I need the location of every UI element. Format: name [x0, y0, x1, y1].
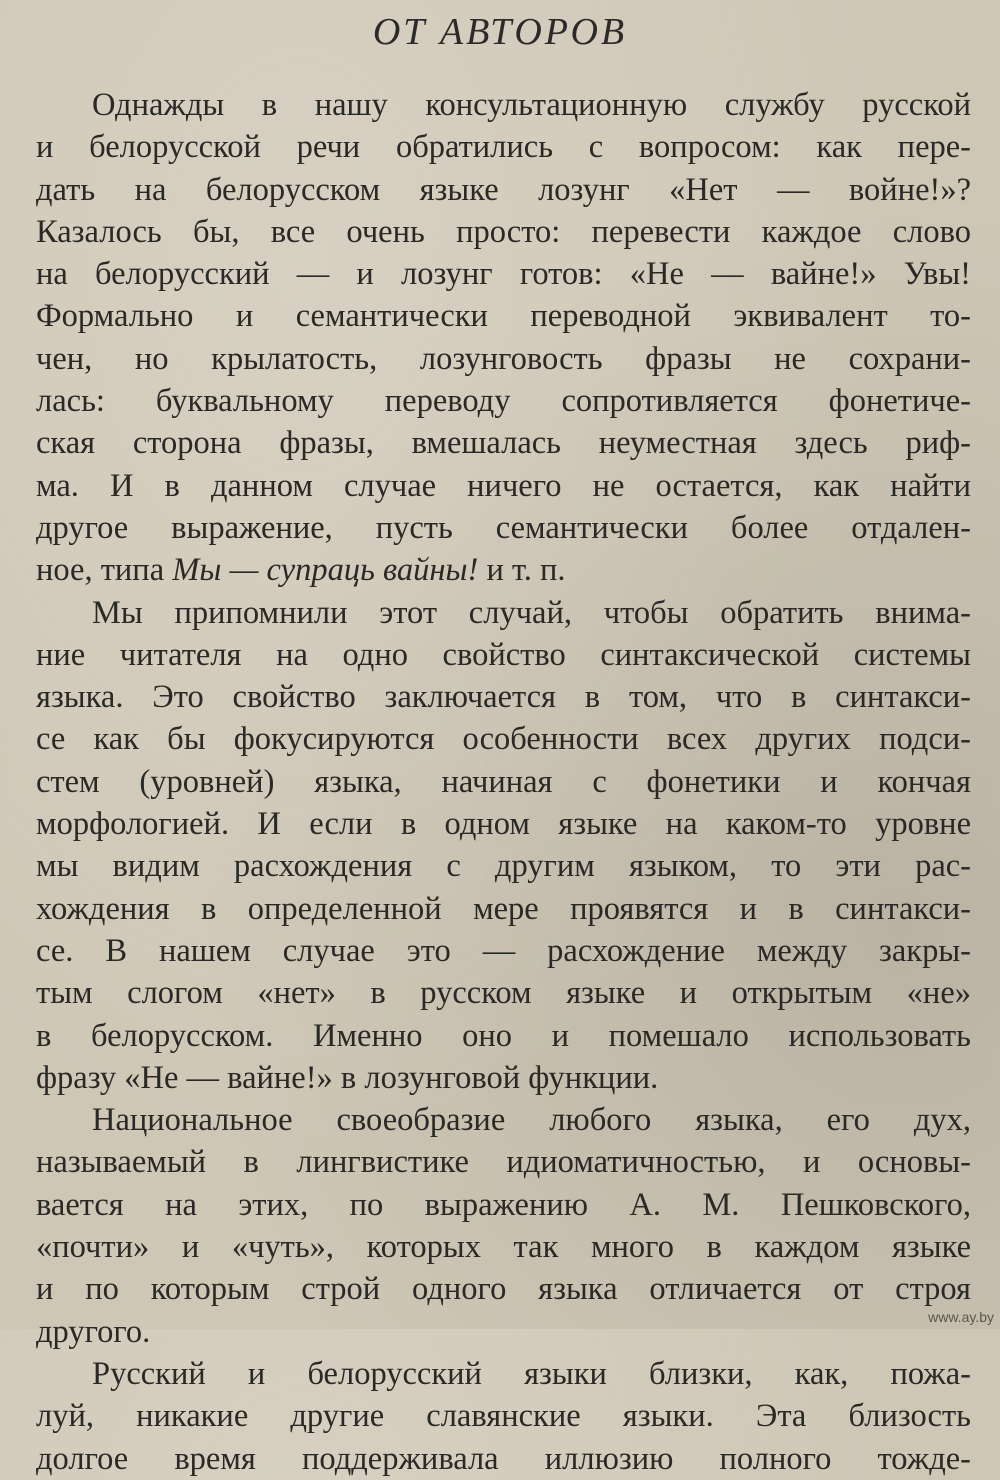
text-line: ская сторона фразы, вмешалась неуместная здесь риф-	[36, 425, 971, 462]
text-line: и белорусской речи обратились с вопросом: как пере-	[36, 129, 971, 166]
text-line: «почти» и «чуть», которых так много в каждом языке	[36, 1229, 971, 1266]
text-line: тым слогом «нет» в русском языке и открытым «не»	[36, 975, 971, 1012]
text-line: се как бы фокусируются особенности всех других подси-	[36, 721, 971, 758]
text-line: на белорусский — и лозунг готов: «Не — вайне!» Увы!	[36, 256, 971, 293]
text-line: и по которым строй одного языка отличается от строя	[36, 1271, 971, 1308]
text-line: стем (уровней) языка, начиная с фонетики и кончая	[36, 763, 971, 800]
text-line: ние читателя на одно свойство синтаксической системы	[36, 636, 971, 673]
text-line: хождения в определенной мере проявятся и в синтакси-	[36, 890, 971, 927]
text-line: дать на белорусском языке лозунг «Нет — войне!»?	[36, 171, 971, 208]
text-line: языка. Это свойство заключается в том, что в синтакси-	[36, 679, 971, 716]
text-line: Казалось бы, все очень просто: перевести каждое слово	[36, 213, 971, 250]
text-line: луй, никакие другие славянские языки. Эта близость	[36, 1398, 971, 1435]
text-line: Мы припомнили этот случай, чтобы обратить внима-	[92, 594, 971, 631]
text-line: мы видим расхождения с другим языком, то эти рас-	[36, 848, 971, 885]
text-line: Русский и белорусский языки близки, как, пожа-	[92, 1355, 971, 1392]
text-line: морфологией. И если в одном языке на каком-то уровне	[36, 806, 971, 843]
text-line: Формально и семантически переводной эквивалент то-	[36, 298, 971, 335]
page-body	[36, 84, 971, 1480]
text-line: в белорусском. Именно оно и помешало использовать	[36, 1017, 971, 1054]
text-line: се. В нашем случае это — расхождение между закры-	[36, 932, 971, 969]
italic-example: Мы — супраць вайны!	[172, 552, 479, 589]
text-line: ма. И в данном случае ничего не остается, как найти	[36, 467, 971, 504]
text-fragment: ное, типа	[36, 552, 165, 589]
text-line: фразу «Не — вайне!» в лозунговой функции.	[36, 1059, 659, 1096]
text-line	[36, 549, 971, 591]
text-line: вается на этих, по выражению А. М. Пешковского,	[36, 1186, 971, 1223]
text-line: другое выражение, пусть семантически более отдален-	[36, 509, 971, 546]
text-line: лась: буквальному переводу сопротивляется фонетиче-	[36, 383, 971, 420]
text-line: Однажды в нашу консультационную службу русской	[92, 87, 971, 123]
text-line: чен, но крылатость, лозунговость фразы не сохрани-	[36, 340, 971, 377]
text-line: долгое время поддерживала иллюзию полного тожде-	[36, 1440, 971, 1477]
watermark: www.ay.by	[928, 1309, 994, 1325]
text-line: другого.	[36, 1313, 151, 1350]
text-line: Национальное своеобразие любого языка, его дух,	[92, 1102, 971, 1139]
text-line: называемый в лингвистике идиоматичностью, и основы-	[36, 1144, 971, 1181]
text-fragment: и т. п.	[486, 552, 566, 589]
page-title: ОТ АВТОРОВ	[372, 11, 628, 53]
